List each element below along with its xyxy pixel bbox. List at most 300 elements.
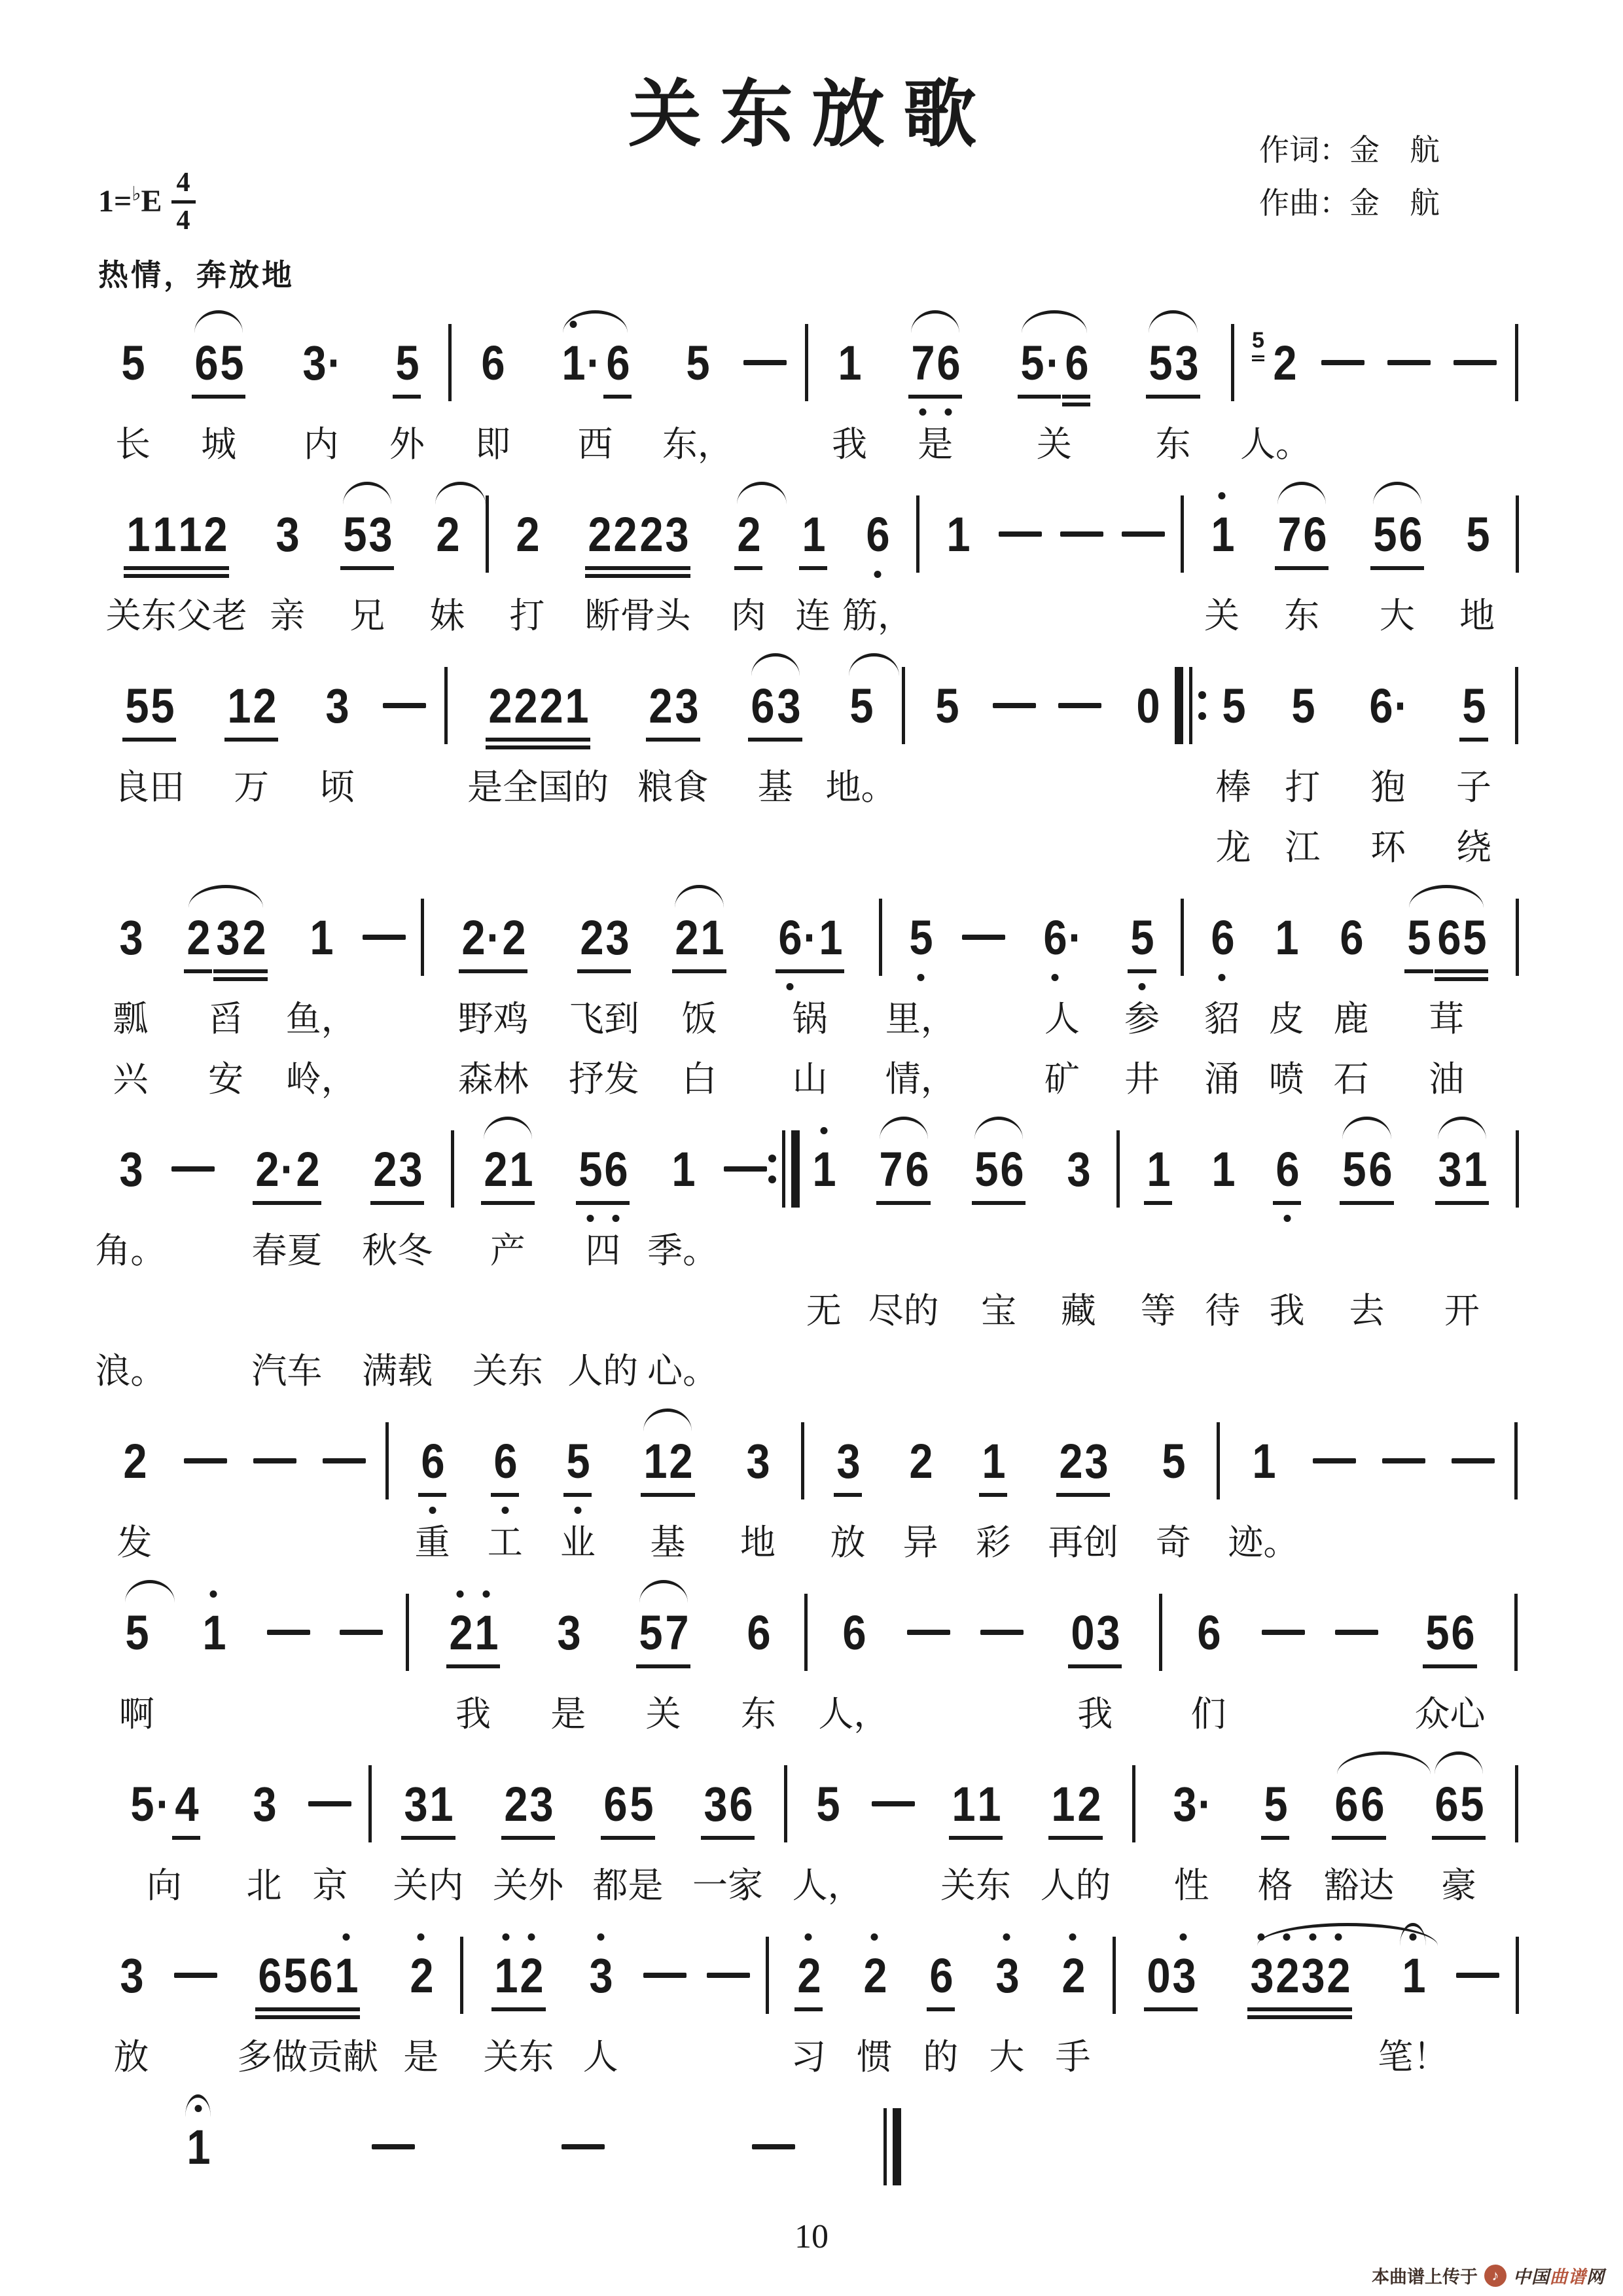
- note-token: [834, 335, 864, 391]
- lyric-syllable: 心。: [647, 1351, 719, 1391]
- dash-token: [752, 2144, 795, 2149]
- note-token: [1331, 1776, 1386, 1832]
- bar-column: [1509, 1927, 1525, 2084]
- note-column: [430, 889, 556, 1106]
- bar-column: [363, 1755, 379, 1912]
- octave-dot-low: [1219, 974, 1226, 981]
- note-column: [916, 2098, 1525, 2195]
- note-token: [224, 678, 279, 734]
- bar-column: [438, 657, 454, 874]
- lyric-syllable: [1255, 1217, 1319, 1278]
- note-digit: 3: [1096, 1605, 1120, 1660]
- note-digit: 6: [751, 678, 774, 733]
- note-column: [986, 314, 1122, 471]
- lyric-syllable: [1508, 814, 1525, 874]
- note-token: [603, 335, 632, 391]
- note-digit: 2: [408, 1948, 434, 2003]
- lyric-syllable: [912, 754, 982, 814]
- note-column: [175, 1584, 251, 1741]
- lyric-syllable: [1507, 1681, 1525, 1741]
- lyric-syllable: 藏: [1060, 1291, 1096, 1331]
- note-column: [1014, 889, 1110, 1106]
- note-column: [1199, 657, 1268, 874]
- note-digit: 2: [737, 507, 760, 562]
- note-token: [1194, 1605, 1223, 1660]
- note-token: [118, 335, 147, 391]
- lyric-syllable: 狍: [1370, 767, 1406, 807]
- dash-token: [1387, 360, 1431, 365]
- note-digit: 6: [1369, 678, 1392, 733]
- lyric-syllable: 棒: [1215, 767, 1251, 807]
- note-column: [1349, 486, 1445, 643]
- note-digit: 1: [333, 1948, 359, 2003]
- lyric-syllable: [1182, 814, 1198, 874]
- note-digit: 5: [1462, 678, 1486, 733]
- lyric-syllable: [164, 2024, 227, 2084]
- note-digit: 5: [1465, 507, 1489, 562]
- note-token: [668, 1141, 698, 1197]
- note-column: [302, 657, 372, 874]
- note-digit: 6: [777, 910, 802, 965]
- barline: [916, 486, 919, 583]
- note-digit: 2: [796, 1948, 821, 2003]
- lyric-syllable: 是: [403, 2037, 439, 2077]
- lyric-syllable: [965, 1681, 1039, 1741]
- note-column: [1141, 1755, 1241, 1912]
- lyric-syllable: [1111, 1217, 1126, 1278]
- system-line: [98, 1927, 1525, 2084]
- note-digit: 6: [309, 1948, 332, 2003]
- note-column: [1319, 889, 1383, 1106]
- dash-token: [643, 1973, 687, 1978]
- lyric-syllable: 参: [1124, 999, 1160, 1039]
- note-column: [98, 314, 168, 471]
- barline: [421, 889, 424, 986]
- lyric-syllable: 是: [550, 1694, 586, 1734]
- lyric-syllable: 环: [1370, 827, 1406, 867]
- octave-dot-high: [820, 1127, 827, 1134]
- note-column: [168, 314, 270, 471]
- octave-dot-high: [194, 2105, 202, 2112]
- note-column: [560, 486, 717, 643]
- note-digit: 3: [1171, 1948, 1196, 2003]
- note-token: [299, 335, 344, 391]
- dash-token: [1321, 360, 1364, 365]
- lyric-syllable: [912, 814, 982, 874]
- lyric-syllable: 去: [1349, 1291, 1385, 1331]
- lyric-syllable: 再创: [1048, 1522, 1119, 1562]
- slur-arc: [639, 1580, 688, 1603]
- barline: [804, 1584, 808, 1681]
- lyric-syllable: [797, 1681, 815, 1741]
- dash-token: [253, 1458, 296, 1463]
- note-digit: 3: [557, 1605, 580, 1660]
- note-token: [1143, 1948, 1198, 2003]
- lyric-syllable: [1174, 986, 1189, 1046]
- lyric-syllable: [1319, 1338, 1414, 1398]
- bar-column: [1508, 1755, 1525, 1912]
- note-column: [1047, 657, 1113, 874]
- note-digit: 6: [1360, 1776, 1383, 1831]
- lyric-syllable: [480, 583, 495, 643]
- note-column: [1051, 486, 1113, 643]
- note-digit: 2: [514, 678, 537, 733]
- note-digit: 1: [671, 1141, 694, 1196]
- note-token: [1272, 1141, 1302, 1197]
- credits-block: [1259, 124, 1440, 230]
- note-token: [943, 507, 972, 562]
- lyric-syllable: [310, 1509, 379, 1570]
- note-column: [856, 1121, 951, 1398]
- note-token: [370, 1141, 425, 1197]
- lyric-syllable: 地: [740, 1522, 776, 1562]
- lyric-syllable: [302, 814, 372, 874]
- note-column: [951, 1121, 1046, 1398]
- note-column: [353, 889, 415, 1106]
- note-column: [1255, 1121, 1319, 1398]
- octave-dot-high: [528, 1933, 535, 1941]
- note-token: [926, 1948, 955, 2003]
- note-digit: 1: [1051, 1776, 1075, 1831]
- lyric-syllable: [162, 1217, 224, 1278]
- note-column: [162, 1121, 224, 1398]
- note-column: [98, 1927, 164, 2084]
- lyric-syllable: [951, 1217, 1046, 1278]
- note-digit: 2: [1059, 1433, 1082, 1488]
- note-token: [1058, 1948, 1088, 2003]
- lyric-syllable: 外: [389, 424, 425, 464]
- lyric-syllable: [633, 2024, 696, 2084]
- note-column: [696, 1927, 759, 2084]
- note-digit: 0: [1071, 1605, 1094, 1660]
- note-token: [1219, 678, 1248, 734]
- note-column: [1310, 314, 1376, 471]
- note-column: [652, 889, 747, 1106]
- lyric-syllable: [98, 814, 200, 874]
- dash-token: [340, 1630, 383, 1635]
- note-column: [1369, 1412, 1438, 1570]
- note-digit: 6: [1000, 1141, 1023, 1196]
- lyric-syllable: 山: [792, 1059, 828, 1099]
- dash-token: [962, 935, 1005, 940]
- lyric-syllable: 产: [490, 1230, 526, 1270]
- note-column: [663, 314, 732, 471]
- dash-token: [1122, 531, 1165, 537]
- note-column: [454, 657, 622, 874]
- slur-arc: [194, 310, 243, 333]
- note-token: [798, 507, 828, 562]
- note-token: [306, 910, 336, 965]
- note-digit: 2: [504, 1776, 527, 1831]
- note-token: [123, 507, 230, 562]
- note-column: [1309, 1755, 1409, 1912]
- note-column: [1383, 889, 1510, 1106]
- note-digit: 5: [629, 1776, 652, 1831]
- note-token: [833, 1433, 863, 1489]
- note-digit: 1: [643, 1433, 667, 1488]
- barline: [1516, 1121, 1519, 1217]
- note-digit: 6: [935, 335, 961, 391]
- system-line: [98, 1755, 1525, 1912]
- lyric-syllable: [1414, 1338, 1509, 1398]
- note-token: [249, 1776, 279, 1832]
- note-column: [1170, 1584, 1247, 1741]
- note-digit: ·: [486, 910, 500, 965]
- note-digit: 6: [481, 335, 505, 390]
- octave-dot-low: [501, 1507, 508, 1514]
- lyric-syllable: [1182, 754, 1198, 814]
- barline: [1159, 1584, 1162, 1681]
- octave-dot-high: [871, 1933, 878, 1941]
- note-digit: 2: [518, 1948, 544, 2003]
- note-token: [458, 910, 528, 965]
- note-token: [122, 678, 177, 734]
- slur-arc: [974, 1117, 1023, 1139]
- note-digit: 1: [1211, 1141, 1234, 1196]
- system-line: [98, 657, 1525, 874]
- note-column: [908, 1927, 974, 2084]
- note-digit: 0: [1146, 1948, 1169, 2003]
- note-digit: 2: [539, 678, 562, 733]
- note-token: [183, 2119, 213, 2175]
- lyric-syllable: 众心: [1414, 1694, 1486, 1734]
- lyric-syllable: 东: [740, 1694, 776, 1734]
- lyric-syllable: [1446, 2024, 1509, 2084]
- lyric-syllable: [792, 1338, 856, 1398]
- lyric-syllable: [1369, 1509, 1438, 1570]
- note-column: [478, 1755, 579, 1912]
- slur-arc: [188, 885, 263, 908]
- barline: [1515, 657, 1518, 754]
- note-digit: 2: [675, 910, 698, 965]
- note-column: [679, 2098, 869, 2195]
- lyric-syllable: [776, 1278, 791, 1338]
- dash-token: [993, 703, 1036, 708]
- note-digit: 5: [1342, 1141, 1366, 1196]
- note-column: [1113, 486, 1174, 643]
- note-digit: 1: [560, 335, 586, 391]
- barline: [1514, 1412, 1518, 1509]
- lyric-syllable: [1046, 1338, 1111, 1398]
- note-token: [747, 678, 802, 734]
- note-column: [716, 486, 781, 643]
- note-token: [183, 910, 213, 965]
- lyric-syllable: 关东: [483, 2037, 554, 2077]
- note-token: [558, 335, 603, 391]
- note-token: [1158, 1433, 1188, 1489]
- lyric-syllable: 筋，: [842, 596, 913, 636]
- note-token: [640, 1433, 695, 1489]
- lyric-syllable: [1509, 986, 1524, 1046]
- lyric-syllable: 等: [1140, 1291, 1176, 1331]
- lyric-syllable: [856, 1338, 951, 1398]
- lyric-syllable: [1209, 1509, 1226, 1570]
- note-digit: ·: [803, 910, 817, 965]
- lyric-syllable: 的: [923, 2037, 959, 2077]
- note-digit: 3: [253, 1776, 276, 1831]
- note-column: [957, 1412, 1029, 1570]
- lyric-syllable: 粮食: [637, 767, 709, 807]
- lyric-syllable: [925, 583, 990, 643]
- bar-column: [776, 1121, 791, 1398]
- note-token: [992, 1948, 1022, 2003]
- lyric-syllable: 多做贡献: [237, 2037, 379, 2077]
- system-line: [98, 1584, 1525, 1741]
- lyric-syllable: [895, 814, 912, 874]
- barline: [486, 486, 489, 583]
- note-token: [213, 910, 268, 965]
- dash-token: [174, 1973, 217, 1978]
- barline: [1116, 1121, 1120, 1217]
- note-column: [614, 1412, 721, 1570]
- note-digit: 3: [836, 1433, 859, 1488]
- note-token: [600, 1776, 655, 1832]
- bar-column: [760, 1927, 776, 2084]
- lyric-syllable: [696, 2024, 759, 2084]
- barline: [1113, 1927, 1116, 2024]
- note-token: [255, 1948, 361, 2003]
- note-column: [372, 314, 442, 471]
- lyric-syllable: 奇: [1155, 1522, 1191, 1562]
- note-digit: 1: [838, 335, 861, 390]
- note-column: [470, 1927, 567, 2084]
- octave-dot-low: [612, 1215, 619, 1222]
- note-column: [861, 1755, 925, 1912]
- octave-dot-high: [1069, 1933, 1077, 1941]
- lyric-syllable: 业: [560, 1522, 596, 1562]
- lyric-syllable: [252, 1681, 325, 1741]
- slur-arc: [125, 1580, 175, 1603]
- lyric-syllable: 关东父老: [105, 596, 247, 636]
- note-column: [884, 314, 986, 471]
- lyric-syllable: 东: [1284, 596, 1320, 636]
- note-column: [1029, 1412, 1137, 1570]
- key-signature: 1=♭E: [98, 183, 162, 219]
- note-column: [578, 1755, 678, 1912]
- bar-column: [379, 1412, 396, 1570]
- lyric-syllable: 亲: [269, 596, 305, 636]
- barline: [1516, 889, 1519, 986]
- lyric-syllable: 肉: [730, 596, 766, 636]
- note-digit: 3: [674, 678, 698, 733]
- note-column: [1378, 1927, 1449, 2084]
- lyric-syllable: 一家: [692, 1865, 764, 1905]
- lyric-syllable: 角。: [95, 1230, 166, 1270]
- note-token: [1399, 1948, 1428, 2003]
- tempo-marking: 热情，奔放地: [98, 259, 294, 292]
- lyric-syllable: 东: [1155, 424, 1191, 464]
- note-token: [584, 507, 691, 562]
- lyric-syllable: 飞到: [568, 999, 639, 1039]
- note-column: [747, 889, 873, 1106]
- system-line: [98, 2098, 1525, 2195]
- lyric-syllable: [1509, 1046, 1524, 1106]
- note-digit: 3: [368, 507, 391, 562]
- note-column: [1438, 1412, 1508, 1570]
- bar-column: [777, 1755, 794, 1912]
- slur-arc: [1337, 1751, 1431, 1774]
- note-token: [478, 335, 507, 391]
- bar-column: [1508, 657, 1525, 874]
- note-column: [1241, 314, 1310, 471]
- note-digit: ·: [280, 1141, 294, 1196]
- lyric-syllable: [895, 754, 912, 814]
- barline: [1515, 314, 1518, 411]
- lyric-syllable: [1190, 1338, 1255, 1398]
- lyric-syllable: [1510, 1217, 1525, 1278]
- lyric-syllable: 内: [303, 424, 339, 464]
- dash-token: [562, 2144, 605, 2149]
- flat-symbol: ♭: [132, 183, 141, 205]
- octave-dot-low: [586, 1215, 594, 1222]
- note-digit: 3: [118, 1141, 142, 1196]
- note-digit: 2: [639, 507, 662, 562]
- note-column: [495, 486, 560, 643]
- note-token: [1274, 507, 1329, 562]
- lyric-syllable: 西: [577, 424, 613, 464]
- lyric-syllable: [1106, 2024, 1122, 2084]
- note-column: [1442, 314, 1508, 471]
- note-column: [252, 1584, 325, 1741]
- note-digit: 5: [1149, 335, 1172, 390]
- note-digit: 2: [253, 678, 276, 733]
- note-column: [227, 1927, 387, 2084]
- lyric-syllable: [1046, 1217, 1111, 1278]
- note-token: [671, 910, 726, 965]
- note-token: [116, 1141, 145, 1197]
- note-column: [270, 314, 372, 471]
- system-line: [98, 889, 1525, 1106]
- note-column: [530, 1584, 607, 1741]
- octave-dot-high: [418, 1933, 425, 1941]
- lyric-syllable: [861, 1852, 925, 1912]
- lyric-syllable: 放: [830, 1522, 866, 1562]
- barline: [1217, 1412, 1220, 1509]
- note-column: [1254, 486, 1349, 643]
- note-digit: 3: [119, 910, 142, 965]
- lyric-syllable: 是: [918, 424, 954, 464]
- lyric-syllable: [1174, 1046, 1189, 1106]
- lyric-syllable: 涌: [1204, 1059, 1240, 1099]
- lyric-syllable: 情，: [885, 1059, 956, 1099]
- octave-dot-low: [917, 974, 924, 981]
- note-digit: 3: [1084, 1433, 1108, 1488]
- note-column: [1190, 889, 1255, 1106]
- lyric-syllable: [372, 814, 438, 874]
- note-digit: 5: [1129, 910, 1154, 965]
- lyric-syllable: [1508, 754, 1525, 814]
- note-token: [1260, 1776, 1290, 1832]
- note-column: [98, 486, 255, 643]
- note-token: [406, 1948, 436, 2003]
- note-digit: 5: [220, 335, 243, 390]
- note-digit: 2: [187, 910, 210, 965]
- note-token: [1404, 910, 1433, 965]
- lyric-syllable: 石: [1333, 1059, 1369, 1099]
- slur-arc: [484, 1117, 532, 1139]
- octave-dot-high: [502, 1933, 509, 1941]
- lyric-syllable: [200, 814, 302, 874]
- lyric-syllable: 大: [989, 2037, 1025, 2077]
- note-token: [485, 678, 592, 734]
- note-column: [415, 486, 480, 643]
- note-token: [839, 1605, 868, 1660]
- note-column: [1445, 486, 1510, 643]
- lyric-syllable: [732, 411, 798, 471]
- lyric-syllable: [1113, 814, 1183, 874]
- barline: [444, 657, 448, 754]
- note-digit: 5: [1460, 1776, 1483, 1831]
